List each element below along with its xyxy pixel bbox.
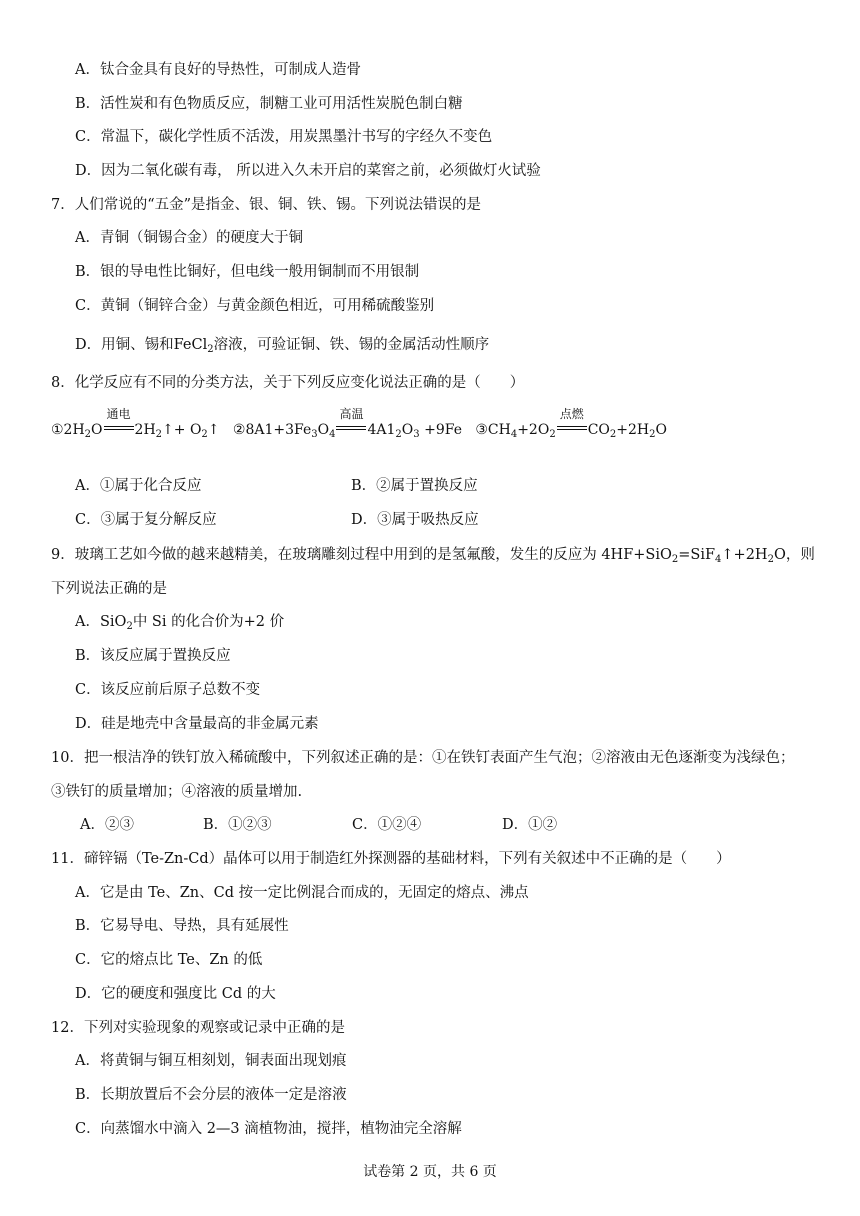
q9-option-c: C．该反应前后原子总数不变: [75, 682, 261, 698]
q10-stem-line1: 10．把一根洁净的铁钉放入稀硫酸中，下列叙述正确的是：①在铁钉表面产生气泡；②溶液由无色逐渐变为浅绿色；: [51, 750, 795, 766]
q12-option-b: B．长期放置后不会分层的液体一定是溶液: [75, 1087, 347, 1103]
q8-equations: [51, 407, 667, 450]
q6-option-c: C．常温下，碳化学性质不活泼，用炭黑墨汁书写的字经久不变色: [75, 129, 493, 145]
q8-option-b: B．②属于置换反应: [351, 478, 478, 494]
q7-d-pre: D．用铜、锡和: [75, 337, 174, 353]
q8-option-a: A．①属于化合反应: [75, 478, 202, 494]
q7-option-a: A．青铜（铜锡合金）的硬度大于铜: [75, 230, 303, 246]
q10-option-b: B．①②③: [203, 817, 272, 833]
q8-option-c: C．③属于复分解反应: [75, 512, 217, 528]
q12-option-c: C．向蒸馏水中滴入 2—3 滴植物油，搅拌，植物油完全溶解: [75, 1121, 462, 1137]
q9-option-a: A．SiO$_2$中 Si 的化合价为+2 价: [75, 614, 285, 632]
q6-option-d: D．因为二氧化碳有毒， 所以进入久未开启的菜窖之前，必须做灯火试验: [75, 163, 541, 179]
q10-option-a: A．②③: [80, 817, 134, 833]
page-footer: 试卷第 2 页，共 6 页: [363, 1164, 497, 1180]
q11-option-a: A．它是由 Te、Zn、Cd 按一定比例混合而成的，无固定的熔点、沸点: [75, 885, 529, 901]
q7-d-sub: 2: [207, 344, 214, 355]
q10-stem-line2: ③铁钉的质量增加；④溶液的质量增加.: [51, 784, 303, 800]
q7-d-post: 溶液，可验证铜、铁、锡的金属活动性顺序: [213, 337, 490, 353]
q11-stem: 11．碲锌镉（Te-Zn-Cd）晶体可以用于制造红外探测器的基础材料，下列有关叙述中不正确的是（ ）: [51, 851, 731, 867]
q12-option-a: A．将黄铜与铜互相刻划，铜表面出现划痕: [75, 1053, 347, 1069]
q7-option-d: [75, 335, 489, 355]
q8-option-d: D．③属于吸热反应: [351, 512, 479, 528]
q9-stem-line1: 9．玻璃工艺如今做的越来越精美，在玻璃雕刻过程中用到的是氢氟酸，发生的反应为 $4HF+SiO_2=SiF_4↑+2H_2O$，则: [51, 547, 815, 565]
q6-option-b: B．活性炭和有色物质反应，制糖工业可用活性炭脱色制白糖: [75, 96, 463, 112]
eq2: $②8A1+3Fe_3O_4$ 高温 $4A1_2O_3 +9Fe$: [232, 407, 462, 440]
q11-option-b: B．它易导电、导热，具有延展性: [75, 918, 289, 934]
eq3: $③CH_4+2O_2$ 点燃 $CO_2+2H_2O$: [475, 407, 667, 440]
q7-option-c: C．黄铜（铜锌合金）与黄金颜色相近，可用稀硫酸鉴别: [75, 298, 435, 314]
q7-option-b: B．银的导电性比铜好，但电线一般用铜制而不用银制: [75, 264, 420, 280]
q9-stem-line2: 下列说法正确的是: [51, 581, 167, 597]
eq1: $①2H_2O$ 通电 $2H_2↑+$ $O_2↑$: [51, 407, 220, 440]
q10-option-c: C．①②④: [352, 817, 422, 833]
q6-option-a: A．钛合金具有良好的导热性，可制成人造骨: [75, 62, 361, 78]
q7-d-chem: FeCl: [173, 337, 208, 353]
q10-option-d: D．①②: [502, 817, 558, 833]
q7-stem: 7．人们常说的“五金”是指金、银、铜、铁、锡。下列说法错误的是: [51, 197, 482, 213]
q11-option-c: C．它的熔点比 Te、Zn 的低: [75, 952, 263, 968]
q9-option-b: B．该反应属于置换反应: [75, 648, 231, 664]
q12-stem: 12．下列对实验现象的观察或记录中正确的是: [51, 1020, 345, 1036]
q9-option-d: D．硅是地壳中含量最高的非金属元素: [75, 716, 319, 732]
q11-option-d: D．它的硬度和强度比 Cd 的大: [75, 986, 276, 1002]
q8-stem: 8．化学反应有不同的分类方法，关于下列反应变化说法正确的是（ ）: [51, 375, 525, 391]
